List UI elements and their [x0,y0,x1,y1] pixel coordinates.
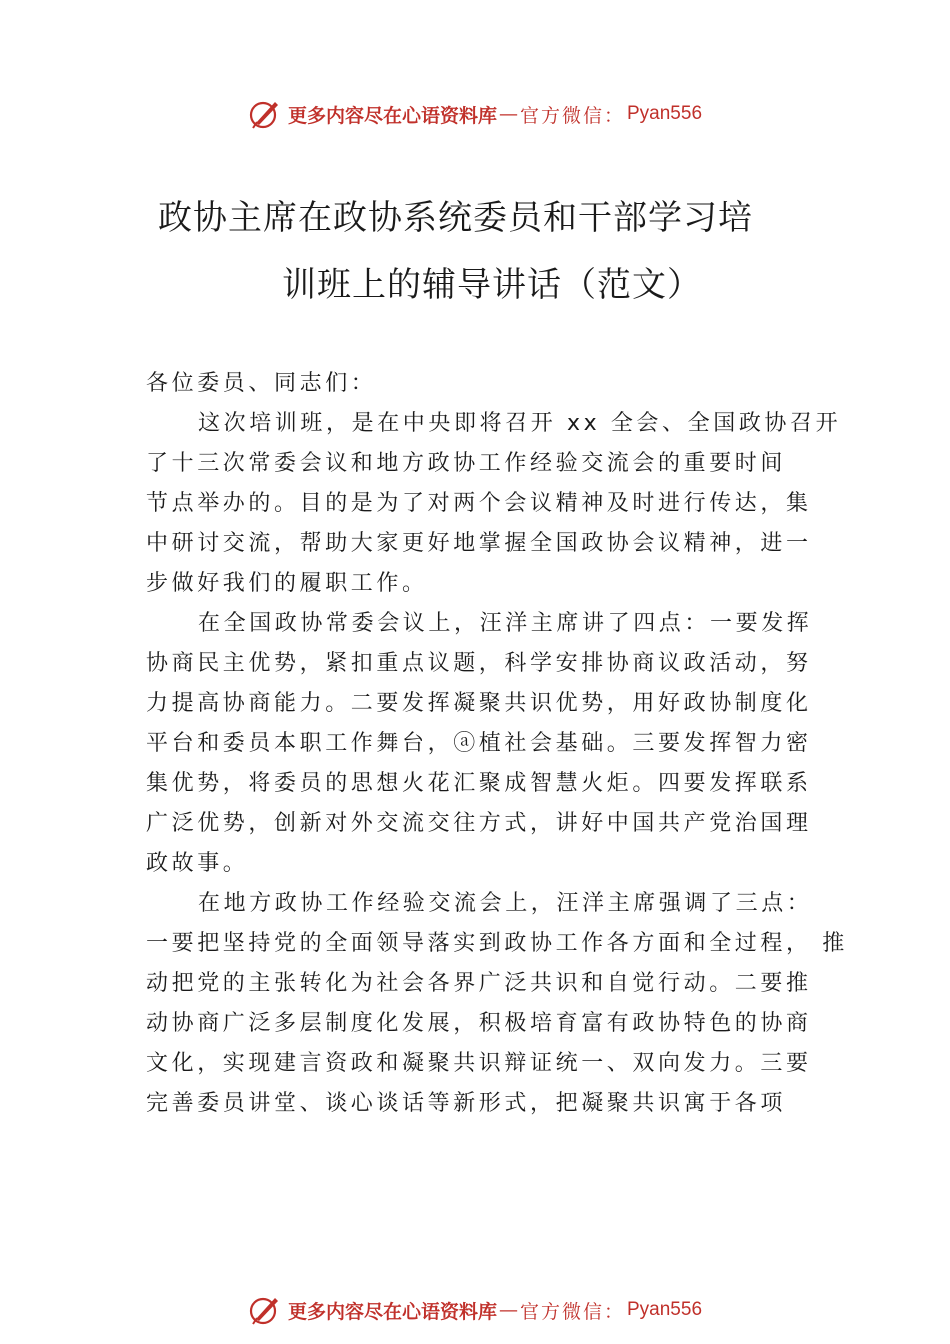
body-line: 完善委员讲堂、谈心谈话等新形式，把凝聚共识寓于各项 [146,1091,787,1116]
body-line: 步做好我们的履职工作。 [146,571,428,596]
watermark-official-label: 官方微信： [519,1300,625,1323]
watermark-dash: — [498,1299,518,1321]
quill-logo-icon [248,97,282,131]
body-line: 动把党的主张转化为社会各界广泛共识和自觉行动。二要推 [146,971,812,996]
watermark-brand: 更多内容尽在心语资料库 [287,104,497,127]
body-line: 协商民主优势，紧扣重点议题，科学安排协商议政活动，努 [146,651,812,676]
watermark-brand: 更多内容尽在心语资料库 [287,1300,497,1323]
watermark-wechat-id: Pyan556 [627,103,703,124]
body-line: 这次培训班，是在中央即将召开 xx 全会、全国政协召开 [198,411,842,436]
watermark-dash: — [498,103,518,125]
body-line: 集优势，将委员的思想火花汇聚成智慧火炬。四要发挥联系 [146,771,812,796]
body-line: 文化，实现建言资政和凝聚共识辩证统一、双向发力。三要 [146,1051,812,1076]
header-watermark [0,94,950,134]
body-line: 政故事。 [146,851,249,876]
document-body [146,364,848,1124]
body-line: 力提高协商能力。二要发挥凝聚共识优势，用好政协制度化 [146,691,812,716]
body-line: 在地方政协工作经验交流会上，汪洋主席强调了三点： [198,891,813,916]
body-line: 广泛优势，创新对外交流交往方式，讲好中国共产党治国理 [146,811,812,836]
quill-logo-icon [248,1293,282,1327]
body-line: 一要把坚持党的全面领导落实到政协工作各方面和全过程， 推 [146,931,848,956]
document-title-line-1: 政协主席在政协系统委员和干部学习培 [158,198,753,238]
body-line: 节点举办的。目的是为了对两个会议精神及时进行传达，集 [146,491,812,516]
body-line: 动协商广泛多层制度化发展，积极培育富有政协特色的协商 [146,1011,812,1036]
document-title-line-2: 训班上的辅导讲话（范文） [282,265,702,305]
footer-watermark [0,1290,950,1330]
watermark-wechat-id: Pyan556 [627,1299,703,1320]
body-line: 在全国政协常委会议上，汪洋主席讲了四点：一要发挥 [198,611,813,636]
body-line: 各位委员、同志们： [146,371,377,396]
body-line: 了十三次常委会议和地方政协工作经验交流会的重要时间 [146,451,787,476]
watermark-official-label: 官方微信： [519,104,625,127]
body-line: 中研讨交流，帮助大家更好地掌握全国政协会议精神，进一 [146,531,812,556]
body-line: 平台和委员本职工作舞台，ⓐ植社会基础。三要发挥智力密 [146,731,812,756]
